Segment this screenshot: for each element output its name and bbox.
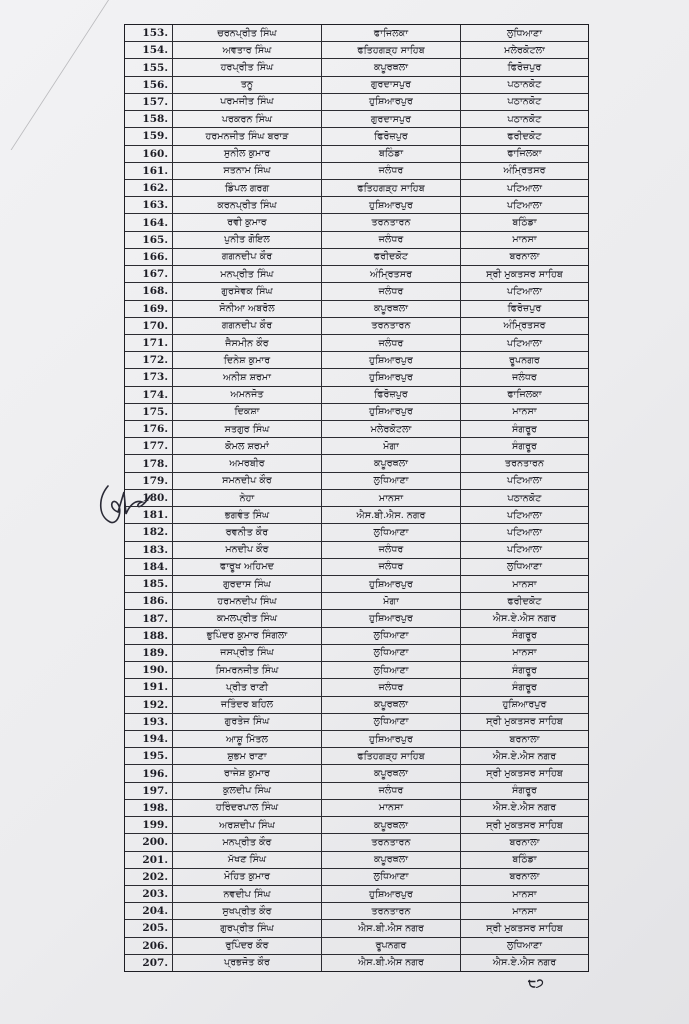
- posting-district-cell: ਬਠਿੰਡਾ: [512, 217, 537, 229]
- district-cell: ਕਪੂਰਥਲਾ: [322, 59, 461, 75]
- district-cell: ਹੁਸ਼ਿਆਰਪੁਰ: [322, 197, 461, 213]
- name-cell: ਭੁਪਿੰਦਰ ਕੁਮਾਰ ਸਿੰਗਲਾ: [173, 628, 322, 644]
- serial-number-cell: 155.: [125, 59, 173, 75]
- serial-number-cell: 181.: [125, 507, 173, 523]
- name-cell: ਹਰਪ੍ਰੀਤ ਸਿੰਘ: [173, 59, 322, 75]
- name-cell: ਦਿਕਸ਼ਾ: [173, 404, 322, 420]
- serial-number-cell: 186.: [125, 593, 173, 609]
- posting-district-cell: ਲੁਧਿਆਣਾ: [506, 940, 543, 952]
- posting-district-cell: ਮਾਨਸਾ: [512, 647, 537, 659]
- serial-number-cell: 201.: [125, 852, 173, 868]
- name-cell: ਪਰਮਜੀਤ ਸਿੰਘ: [173, 94, 322, 110]
- table-row: [125, 214, 588, 231]
- serial-number-cell: 183.: [125, 542, 173, 558]
- district-cell: ਕਪੂਰਥਲਾ: [322, 697, 461, 713]
- table-row: [125, 800, 588, 817]
- table-row: [125, 163, 588, 180]
- district-cell: ਹੁਸ਼ਿਆਰਪੁਰ: [322, 610, 461, 626]
- serial-number-cell: 165.: [125, 232, 173, 248]
- name-cell: ਸਮਨਦੀਪ ਕੌਰ: [173, 473, 322, 489]
- name-cell: ਜੈਸਮੀਨ ਕੌਰ: [173, 335, 322, 351]
- name-cell: ਜਸਪ੍ਰੀਤ ਸਿੰਘ: [173, 645, 322, 661]
- name-cell: ਨੇਹਾ: [173, 490, 322, 506]
- paper-fold-line: [0, 0, 109, 150]
- table-row: [125, 834, 588, 851]
- posting-district-cell: ਮਾਨਸਾ: [512, 234, 537, 246]
- serial-number-cell: 191.: [125, 679, 173, 695]
- district-cell: ਐਸ.ਬੀ.ਐਸ ਨਗਰ: [322, 920, 461, 936]
- name-cell: ਜਤਿੰਦਰ ਬਹਿਲ: [173, 697, 322, 713]
- name-cell: ਮੋਹਿਤ ਕੁਮਾਰ: [173, 869, 322, 885]
- serial-number-cell: 156.: [125, 77, 173, 93]
- name-cell: ਸਤਗੁਰ ਸਿੰਘ: [173, 421, 322, 437]
- name-cell: ਹਰਮਨਜੀਤ ਸਿੰਘ ਬਰਾੜ: [173, 128, 322, 144]
- posting-district-cell: ਸੰਗਰੂਰ: [512, 423, 537, 435]
- serial-number-cell: 158.: [125, 111, 173, 127]
- table-row: [125, 404, 588, 421]
- posting-district-cell: ਲੁਧਿਆਣਾ: [506, 27, 543, 39]
- district-cell: ਗੁਰਦਾਸਪੁਰ: [322, 111, 461, 127]
- serial-number-cell: 173.: [125, 369, 173, 385]
- posting-district-cell: ਪਟਿਆਲਾ: [506, 509, 543, 521]
- name-cell: ਸੋਨੀਆ ਅਬਰੋਲ: [173, 301, 322, 317]
- serial-number-cell: 164.: [125, 214, 173, 230]
- district-cell: ਜਲੰਧਰ: [322, 559, 461, 575]
- district-cell: ਕਪੂਰਥਲਾ: [322, 852, 461, 868]
- name-cell: ਅਮਰਬੀਰ: [173, 455, 322, 471]
- name-cell: ਸ਼ੁਭਮ ਰਾਣਾ: [173, 748, 322, 764]
- table-row: [125, 662, 588, 679]
- table-row: [125, 559, 588, 576]
- table-row: [125, 920, 588, 937]
- district-cell: ਹੁਸ਼ਿਆਰਪੁਰ: [322, 731, 461, 747]
- posting-district-cell: ਫਰੀਦਕੋਟ: [507, 130, 542, 142]
- posting-district-cell: ਰੂਪਨਗਰ: [509, 354, 540, 366]
- posting-district-cell: ਮਾਨਸਾ: [512, 406, 537, 418]
- serial-number-cell: 193.: [125, 714, 173, 730]
- posting-district-cell: ਮਾਨਸਾ: [512, 905, 537, 917]
- serial-number-cell: 190.: [125, 662, 173, 678]
- table-row: [125, 335, 588, 352]
- posting-district-cell: ਬਠਿੰਡਾ: [512, 854, 537, 866]
- serial-number-cell: 175.: [125, 404, 173, 420]
- district-cell: ਹੁਸ਼ਿਆਰਪੁਰ: [322, 404, 461, 420]
- serial-number-cell: 207.: [125, 955, 173, 971]
- district-cell: ਰੂਪਨਗਰ: [322, 938, 461, 954]
- posting-district-cell: ਲੁਧਿਆਣਾ: [506, 561, 543, 573]
- table-row: [125, 283, 588, 300]
- district-cell: ਜਲੰਧਰ: [322, 283, 461, 299]
- serial-number-cell: 160.: [125, 146, 173, 162]
- serial-number-cell: 179.: [125, 473, 173, 489]
- serial-number-cell: 185.: [125, 576, 173, 592]
- serial-number-cell: 177.: [125, 438, 173, 454]
- personnel-list-table: [124, 24, 589, 972]
- name-cell: ਗੁਰਦਾਸ ਸਿੰਘ: [173, 576, 322, 592]
- table-row: [125, 352, 588, 369]
- page-number-mark: ੮੭: [528, 976, 544, 990]
- table-row: [125, 473, 588, 490]
- table-row: [125, 903, 588, 920]
- district-cell: ਫਾਜਿਲਕਾ: [322, 25, 461, 41]
- posting-district-cell: ਅੰਮ੍ਰਿਤਸਰ: [503, 320, 546, 332]
- district-cell: ਫਤਿਹਗੜ੍ਹ ਸਾਹਿਬ: [322, 42, 461, 58]
- district-cell: ਐਸ.ਬੀ.ਐਸ ਨਗਰ: [322, 955, 461, 971]
- name-cell: ਫਾਰੂਖ ਅਹਿਮਦ: [173, 559, 322, 575]
- district-cell: ਜਲੰਧਰ: [322, 232, 461, 248]
- table-row: [125, 266, 588, 283]
- district-cell: ਅੰਮ੍ਰਿਤਸਰ: [322, 266, 461, 282]
- name-cell: ਮੱਖਣ ਸਿੰਘ: [173, 852, 322, 868]
- posting-district-cell: ਐਸ.ਏ.ਐਸ ਨਗਰ: [492, 613, 557, 625]
- district-cell: ਤਰਨਤਾਰਨ: [322, 318, 461, 334]
- posting-district-cell: ਪਠਾਨਕੋਟ: [507, 492, 542, 504]
- district-cell: ਮੋਗਾ: [322, 438, 461, 454]
- posting-district-cell: ਸ੍ਰੀ ਮੁਕਤਸਰ ਸਾਹਿਬ: [486, 819, 563, 831]
- district-cell: ਕਪੂਰਥਲਾ: [322, 301, 461, 317]
- name-cell: ਡਿੰਪਲ ਗਰਗ: [173, 180, 322, 196]
- table-row: [125, 301, 588, 318]
- posting-district-cell: ਪਠਾਨਕੋਟ: [507, 96, 542, 108]
- posting-district-cell: ਫਾਜਿਲਕਾ: [507, 389, 542, 401]
- posting-district-cell: ਮਾਨਸਾ: [512, 888, 537, 900]
- name-cell: ਮਨਪ੍ਰੀਤ ਸਿੰਘ: [173, 266, 322, 282]
- serial-number-cell: 161.: [125, 163, 173, 179]
- posting-district-cell: ਐਸ.ਏ.ਐਸ ਨਗਰ: [492, 957, 557, 969]
- district-cell: ਹੁਸ਼ਿਆਰਪੁਰ: [322, 886, 461, 902]
- serial-number-cell: 176.: [125, 421, 173, 437]
- table-row: [125, 232, 588, 249]
- posting-district-cell: ਪਟਿਆਲਾ: [506, 285, 543, 297]
- serial-number-cell: 205.: [125, 920, 173, 936]
- serial-number-cell: 182.: [125, 524, 173, 540]
- district-cell: ਫਤਿਹਗੜ੍ਹ ਸਾਹਿਬ: [322, 180, 461, 196]
- table-row: [125, 438, 588, 455]
- name-cell: ਮਨਦੀਪ ਕੌਰ: [173, 542, 322, 558]
- district-cell: ਮਾਨਸਾ: [322, 490, 461, 506]
- district-cell: ਲੁਧਿਆਣਾ: [322, 524, 461, 540]
- serial-number-cell: 203.: [125, 886, 173, 902]
- district-cell: ਲੁਧਿਆਣਾ: [322, 473, 461, 489]
- table-row: [125, 955, 588, 971]
- serial-number-cell: 153.: [125, 25, 173, 41]
- name-cell: ਸੁਖਪ੍ਰੀਤ ਕੌਰ: [173, 903, 322, 919]
- serial-number-cell: 197.: [125, 783, 173, 799]
- serial-number-cell: 196.: [125, 765, 173, 781]
- district-cell: ਫਿਰੋਜ਼ਪੁਰ: [322, 387, 461, 403]
- serial-number-cell: 187.: [125, 610, 173, 626]
- name-cell: ਰੁਪਿੰਦਰ ਕੌਰ: [173, 938, 322, 954]
- district-cell: ਜਲੰਧਰ: [322, 783, 461, 799]
- serial-number-cell: 189.: [125, 645, 173, 661]
- posting-district-cell: ਪਟਿਆਲਾ: [506, 337, 543, 349]
- name-cell: ਕਰਨਪ੍ਰੀਤ ਸਿੰਘ: [173, 197, 322, 213]
- posting-district-cell: ਸੰਗਰੂਰ: [512, 440, 537, 452]
- district-cell: ਹੁਸ਼ਿਆਰਪੁਰ: [322, 576, 461, 592]
- name-cell: ਗਗਨਦੀਪ ਕੌਰ: [173, 318, 322, 334]
- district-cell: ਫਿਰੋਜ਼ਪੁਰ: [322, 128, 461, 144]
- serial-number-cell: 200.: [125, 834, 173, 850]
- district-cell: ਜਲੰਧਰ: [322, 335, 461, 351]
- posting-district-cell: ਫਾਜਿਲਕਾ: [507, 148, 542, 160]
- district-cell: ਮੋਗਾ: [322, 593, 461, 609]
- serial-number-cell: 184.: [125, 559, 173, 575]
- name-cell: ਤਨੂ: [173, 77, 322, 93]
- table-row: [125, 645, 588, 662]
- district-cell: ਫਰੀਦਕੋਟ: [322, 249, 461, 265]
- serial-number-cell: 199.: [125, 817, 173, 833]
- serial-number-cell: 178.: [125, 455, 173, 471]
- name-cell: ਪਰਕਰਨ ਸਿੰਘ: [173, 111, 322, 127]
- district-cell: ਬਠਿੰਡਾ: [322, 146, 461, 162]
- district-cell: ਕਪੂਰਥਲਾ: [322, 817, 461, 833]
- table-row: [125, 59, 588, 76]
- district-cell: ਫਤਿਹਗੜ੍ਹ ਸਾਹਿਬ: [322, 748, 461, 764]
- table-row: [125, 542, 588, 559]
- serial-number-cell: 154.: [125, 42, 173, 58]
- table-row: [125, 524, 588, 541]
- name-cell: ਮਨਪ੍ਰੀਤ ਕੌਰ: [173, 834, 322, 850]
- name-cell: ਸਿਮਰਨਜੀਤ ਸਿੰਘ: [173, 662, 322, 678]
- name-cell: ਸਤਨਾਮ ਸਿੰਘ: [173, 163, 322, 179]
- name-cell: ਗੁਰਤੇਜ ਸਿੰਘ: [173, 714, 322, 730]
- serial-number-cell: 163.: [125, 197, 173, 213]
- posting-district-cell: ਸ੍ਰੀ ਮੁਕਤਸਰ ਸਾਹਿਬ: [486, 268, 563, 280]
- table-row: [125, 886, 588, 903]
- serial-number-cell: 206.: [125, 938, 173, 954]
- serial-number-cell: 167.: [125, 266, 173, 282]
- serial-number-cell: 180.: [125, 490, 173, 506]
- posting-district-cell: ਐਸ.ਏ.ਐਸ ਨਗਰ: [492, 802, 557, 814]
- district-cell: ਲੁਧਿਆਣਾ: [322, 869, 461, 885]
- table-row: [125, 783, 588, 800]
- name-cell: ਅਨੀਸ਼ ਸ਼ਰਮਾ: [173, 369, 322, 385]
- posting-district-cell: ਸੰਗਰੂਰ: [512, 630, 537, 642]
- district-cell: ਲੁਧਿਆਣਾ: [322, 628, 461, 644]
- posting-district-cell: ਬਰਨਾਲਾ: [509, 251, 540, 263]
- name-cell: ਭਗਵੰਤ ਸਿੰਘ: [173, 507, 322, 523]
- name-cell: ਗੁਰਪ੍ਰੀਤ ਸਿੰਘ: [173, 920, 322, 936]
- district-cell: ਲੁਧਿਆਣਾ: [322, 662, 461, 678]
- district-cell: ਲੁਧਿਆਣਾ: [322, 645, 461, 661]
- name-cell: ਹਰਮਨਦੀਪ ਸਿੰਘ: [173, 593, 322, 609]
- table-row: [125, 628, 588, 645]
- district-cell: ਜਲੰਧਰ: [322, 163, 461, 179]
- posting-district-cell: ਤਰਨਤਾਰਨ: [505, 458, 544, 470]
- district-cell: ਜਲੰਧਰ: [322, 542, 461, 558]
- name-cell: ਰਵਨੀਤ ਕੌਰ: [173, 524, 322, 540]
- table-row: [125, 610, 588, 627]
- name-cell: ਗਗਨਦੀਪ ਕੌਰ: [173, 249, 322, 265]
- posting-district-cell: ਪਠਾਨਕੋਟ: [507, 79, 542, 91]
- posting-district-cell: ਬਰਨਾਲਾ: [509, 871, 540, 883]
- serial-number-cell: 194.: [125, 731, 173, 747]
- table-row: [125, 455, 588, 472]
- name-cell: ਆਸ਼ੂ ਮਿੱਤਲ: [173, 731, 322, 747]
- district-cell: ਤਰਨਤਾਰਨ: [322, 834, 461, 850]
- serial-number-cell: 198.: [125, 800, 173, 816]
- posting-district-cell: ਫਿਰੋਜ਼ਪੁਰ: [507, 62, 542, 74]
- name-cell: ਅਮਨਜੋਤ: [173, 387, 322, 403]
- table-row: [125, 576, 588, 593]
- serial-number-cell: 162.: [125, 180, 173, 196]
- posting-district-cell: ਸ੍ਰੀ ਮੁਕਤਸਰ ਸਾਹਿਬ: [486, 922, 563, 934]
- serial-number-cell: 170.: [125, 318, 173, 334]
- serial-number-cell: 168.: [125, 283, 173, 299]
- name-cell: ਪ੍ਰੀਤ ਰਾਣੀ: [173, 679, 322, 695]
- table-row: [125, 318, 588, 335]
- posting-district-cell: ਸੰਗਰੂਰ: [512, 785, 537, 797]
- serial-number-cell: 188.: [125, 628, 173, 644]
- district-cell: ਐਸ.ਬੀ.ਐਸ. ਨਗਰ: [322, 507, 461, 523]
- table-row: [125, 852, 588, 869]
- posting-district-cell: ਅੰਮ੍ਰਿਤਸਰ: [503, 165, 546, 177]
- table-row: [125, 128, 588, 145]
- name-cell: ਹਰਿੰਦਰਪਾਲ ਸਿੰਘ: [173, 800, 322, 816]
- name-cell: ਅਰਸ਼ਦੀਪ ਸਿੰਘ: [173, 817, 322, 833]
- table-row: [125, 197, 588, 214]
- posting-district-cell: ਪਟਿਆਲਾ: [506, 199, 543, 211]
- posting-district-cell: ਜਲੰਧਰ: [512, 371, 537, 383]
- table-row: [125, 748, 588, 765]
- table-row: [125, 490, 588, 507]
- posting-district-cell: ਐਸ.ਏ.ਐਸ ਨਗਰ: [492, 750, 557, 762]
- name-cell: ਦਿਨੇਸ਼ ਕੁਮਾਰ: [173, 352, 322, 368]
- posting-district-cell: ਪਟਿਆਲਾ: [506, 182, 543, 194]
- posting-district-cell: ਮਲੇਰਕੋਟਲਾ: [504, 44, 545, 56]
- serial-number-cell: 169.: [125, 301, 173, 317]
- posting-district-cell: ਪਟਿਆਲਾ: [506, 526, 543, 538]
- serial-number-cell: 195.: [125, 748, 173, 764]
- serial-number-cell: 192.: [125, 697, 173, 713]
- posting-district-cell: ਹੁਸ਼ਿਆਰਪੁਰ: [502, 699, 547, 711]
- handwritten-signature: [94, 478, 156, 534]
- name-cell: ਕਮਲਪ੍ਰੀਤ ਸਿੰਘ: [173, 610, 322, 626]
- district-cell: ਮਾਨਸਾ: [322, 800, 461, 816]
- district-cell: ਤਰਨਤਾਰਨ: [322, 903, 461, 919]
- posting-district-cell: ਸ੍ਰੀ ਮੁਕਤਸਰ ਸਾਹਿਬ: [486, 768, 563, 780]
- table-row: [125, 697, 588, 714]
- serial-number-cell: 159.: [125, 128, 173, 144]
- table-row: [125, 249, 588, 266]
- district-cell: ਲੁਧਿਆਣਾ: [322, 714, 461, 730]
- posting-district-cell: ਫਰੀਦਕੋਟ: [507, 595, 542, 607]
- district-cell: ਹੁਸ਼ਿਆਰਪੁਰ: [322, 369, 461, 385]
- posting-district-cell: ਪਠਾਨਕੋਟ: [507, 113, 542, 125]
- serial-number-cell: 171.: [125, 335, 173, 351]
- table-row: [125, 421, 588, 438]
- name-cell: ਕੁਲਦੀਪ ਸਿੰਘ: [173, 783, 322, 799]
- district-cell: ਹੁਸ਼ਿਆਰਪੁਰ: [322, 352, 461, 368]
- name-cell: ਰਵੀ ਕੁਮਾਰ: [173, 214, 322, 230]
- posting-district-cell: ਬਰਨਾਲਾ: [509, 733, 540, 745]
- table-row: [125, 369, 588, 386]
- table-row: [125, 593, 588, 610]
- table-row: [125, 507, 588, 524]
- posting-district-cell: ਮਾਨਸਾ: [512, 578, 537, 590]
- table-row: [125, 146, 588, 163]
- table-row: [125, 387, 588, 404]
- table-row: [125, 25, 588, 42]
- table-row: [125, 94, 588, 111]
- district-cell: ਹੁਸ਼ਿਆਰਪੁਰ: [322, 94, 461, 110]
- name-cell: ਪੁਨੀਤ ਗੋਇਲ: [173, 232, 322, 248]
- district-cell: ਕਪੂਰਥਲਾ: [322, 765, 461, 781]
- serial-number-cell: 204.: [125, 903, 173, 919]
- table-row: [125, 679, 588, 696]
- district-cell: ਮਲੇਰਕੋਟਲਾ: [322, 421, 461, 437]
- name-cell: ਚਰਨਪ੍ਰੀਤ ਸਿੰਘ: [173, 25, 322, 41]
- table-row: [125, 111, 588, 128]
- district-cell: ਤਰਨਤਾਰਨ: [322, 214, 461, 230]
- posting-district-cell: ਬਰਨਾਲਾ: [509, 836, 540, 848]
- name-cell: ਰਾਜੇਸ਼ ਕੁਮਾਰ: [173, 765, 322, 781]
- table-row: [125, 817, 588, 834]
- table-row: [125, 869, 588, 886]
- serial-number-cell: 202.: [125, 869, 173, 885]
- name-cell: ਕੋਮਲ ਸ਼ਰਮਾਂ: [173, 438, 322, 454]
- posting-district-cell: ਫਿਰੋਜ਼ਪੁਰ: [507, 303, 542, 315]
- table-row: [125, 714, 588, 731]
- table-row: [125, 77, 588, 94]
- posting-district-cell: ਪਟਿਆਲਾ: [506, 475, 543, 487]
- table-row: [125, 765, 588, 782]
- table-row: [125, 938, 588, 955]
- name-cell: ਸੁਨੀਲ ਕੁਮਾਰ: [173, 146, 322, 162]
- table-row: [125, 731, 588, 748]
- district-cell: ਗੁਰਦਾਸਪੁਰ: [322, 77, 461, 93]
- name-cell: ਨਵਦੀਪ ਸਿੰਘ: [173, 886, 322, 902]
- table-row: [125, 42, 588, 59]
- district-cell: ਕਪੂਰਥਲਾ: [322, 455, 461, 471]
- name-cell: ਪ੍ਰਭਜੋਤ ਕੌਰ: [173, 955, 322, 971]
- serial-number-cell: 166.: [125, 249, 173, 265]
- serial-number-cell: 172.: [125, 352, 173, 368]
- table-row: [125, 180, 588, 197]
- posting-district-cell: ਸ੍ਰੀ ਮੁਕਤਸਰ ਸਾਹਿਬ: [486, 716, 563, 728]
- name-cell: ਗੁਰਸੇਵਕ ਸਿੰਘ: [173, 283, 322, 299]
- serial-number-cell: 174.: [125, 387, 173, 403]
- posting-district-cell: ਸੰਗਰੂਰ: [512, 664, 537, 676]
- posting-district-cell: ਸੰਗਰੂਰ: [512, 681, 537, 693]
- serial-number-cell: 157.: [125, 94, 173, 110]
- district-cell: ਜਲੰਧਰ: [322, 679, 461, 695]
- name-cell: ਅਵਤਾਰ ਸਿੰਘ: [173, 42, 322, 58]
- posting-district-cell: ਪਟਿਆਲਾ: [506, 544, 543, 556]
